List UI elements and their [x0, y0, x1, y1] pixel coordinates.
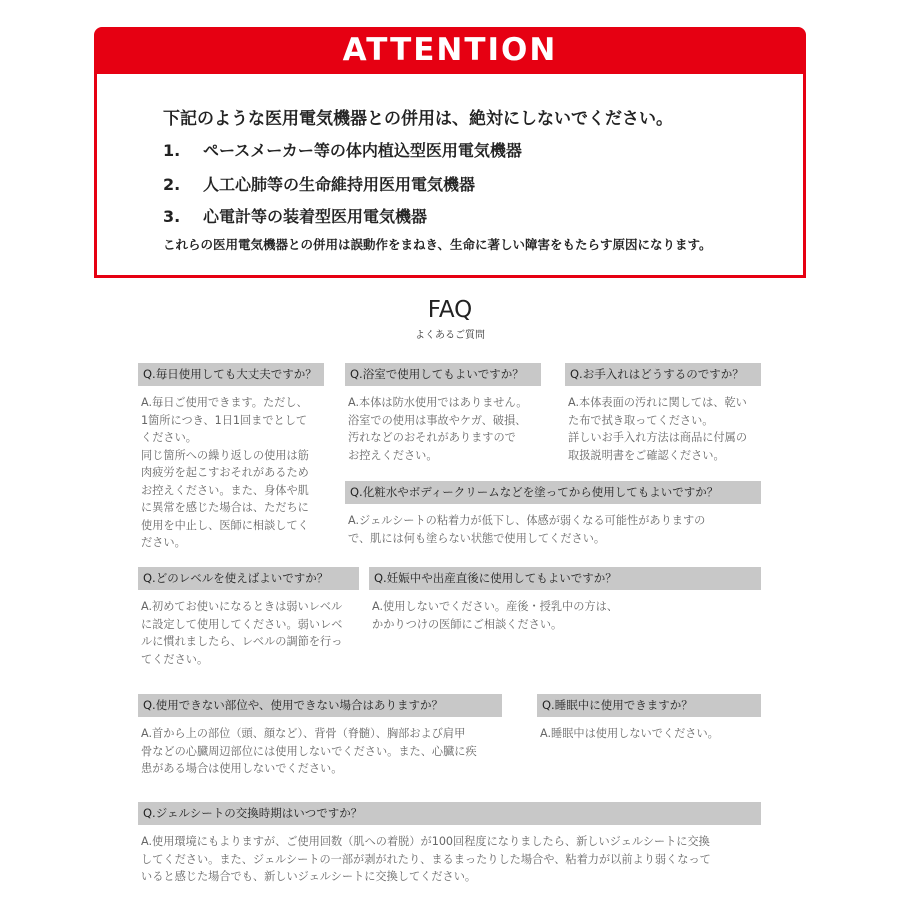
faq-item-restricted-areas: [138, 694, 502, 778]
attention-item-number: 2.: [163, 175, 181, 194]
faq-answer: A.毎日ご使用できます。ただし、 1箇所につき、1日1回までとして ください。 同じ箇所への繰り返しの使用は筋 肉疲労を起こすおそれがあるため お控えください。また、身体や肌 に異常を感じた場合は、ただちに 使用を中止し、医師に相談してく ださい。: [141, 396, 309, 549]
faq-question: Q.ジェルシートの交換時期はいつですか？: [138, 802, 761, 825]
faq-answer: A.使用環境にもよりますが、ご使用回数（肌への着脱）が100回程度になりましたら、新しいジェルシートに交換 してください。また、ジェルシートの一部が剥がれたり、まるまったりした場合や、粘着力が以前より弱くなって いると感じた場合でも、新しいジェルシートに交換してください。: [141, 835, 711, 883]
attention-item-number: 1.: [163, 141, 181, 160]
attention-item-text: 心電計等の装着型医用電気機器: [203, 207, 428, 226]
faq-item-sleep: [537, 694, 761, 743]
attention-item-text: 人工心肺等の生命維持用医用電気機器: [203, 175, 476, 194]
faq-answer: A.首から上の部位（頭、顔など）、背骨（脊髄）、胸部および肩甲 骨などの心臓周辺部位には使用しないでください。また、心臓に疾 患がある場合は使用しないでください。: [141, 727, 477, 775]
faq-question: Q.毎日使用しても大丈夫ですか？: [138, 363, 324, 386]
faq-answer: A.本体は防水使用ではありません。 浴室での使用は事故やケガ、破損、 汚れなどのおそれがありますので お控えください。: [348, 396, 528, 462]
faq-answer: A.使用しないでください。産後・授乳中の方は、 かかりつけの医師にご相談ください。: [372, 600, 618, 631]
faq-question: Q.使用できない部位や、使用できない場合はありますか？: [138, 694, 502, 717]
faq-answer: A.初めてお使いになるときは弱いレベル に設定して使用してください。弱いレベ ルに慣れましたら、レベルの調節を行っ てください。: [141, 600, 343, 666]
faq-question: Q.化粧水やボディークリームなどを塗ってから使用してもよいですか？: [345, 481, 761, 504]
faq-item-lotion: [345, 481, 761, 547]
attention-item-text: ペースメーカー等の体内植込型医用電気機器: [203, 141, 522, 160]
faq-item-level: [138, 567, 359, 668]
faq-item-bathroom: [345, 363, 541, 464]
faq-subtitle: よくあるご質問: [415, 330, 485, 341]
faq-item-pregnancy: [369, 567, 761, 633]
attention-item-number: 3.: [163, 207, 181, 226]
faq-question: Q.妊娠中や出産直後に使用してもよいですか？: [369, 567, 761, 590]
attention-item: [163, 172, 475, 195]
attention-item: [163, 204, 427, 227]
attention-note: これらの医用電気機器との併用は誤動作をまねき、生命に著しい障害をもたらす原因になります。: [163, 237, 712, 252]
attention-box: [94, 27, 806, 278]
faq-answer: A.睡眠中は使用しないでください。: [540, 727, 719, 740]
faq-item-gel-sheet: [138, 802, 761, 886]
faq-question: Q.どのレベルを使えばよいですか？: [138, 567, 359, 590]
faq-question: Q.お手入れはどうするのですか？: [565, 363, 761, 386]
faq-question: Q.浴室で使用してもよいですか？: [345, 363, 541, 386]
attention-title: ATTENTION: [94, 27, 806, 74]
attention-item: [163, 138, 522, 161]
faq-answer: A.本体表面の汚れに関しては、乾い た布で拭き取ってください。 詳しいお手入れ方法は商品に付属の 取扱説明書をご確認ください。: [568, 396, 748, 462]
faq-question: Q.睡眠中に使用できますか？: [537, 694, 761, 717]
faq-item-care: [565, 363, 761, 464]
attention-intro: 下記のような医用電気機器との併用は、絶対にしないでください。: [163, 109, 673, 129]
faq-item-daily-use: [138, 363, 324, 552]
faq-answer: A.ジェルシートの粘着力が低下し、体感が弱くなる可能性がありますの で、肌には何も塗らない状態で使用してください。: [348, 514, 706, 545]
faq-title: FAQ: [427, 297, 473, 323]
